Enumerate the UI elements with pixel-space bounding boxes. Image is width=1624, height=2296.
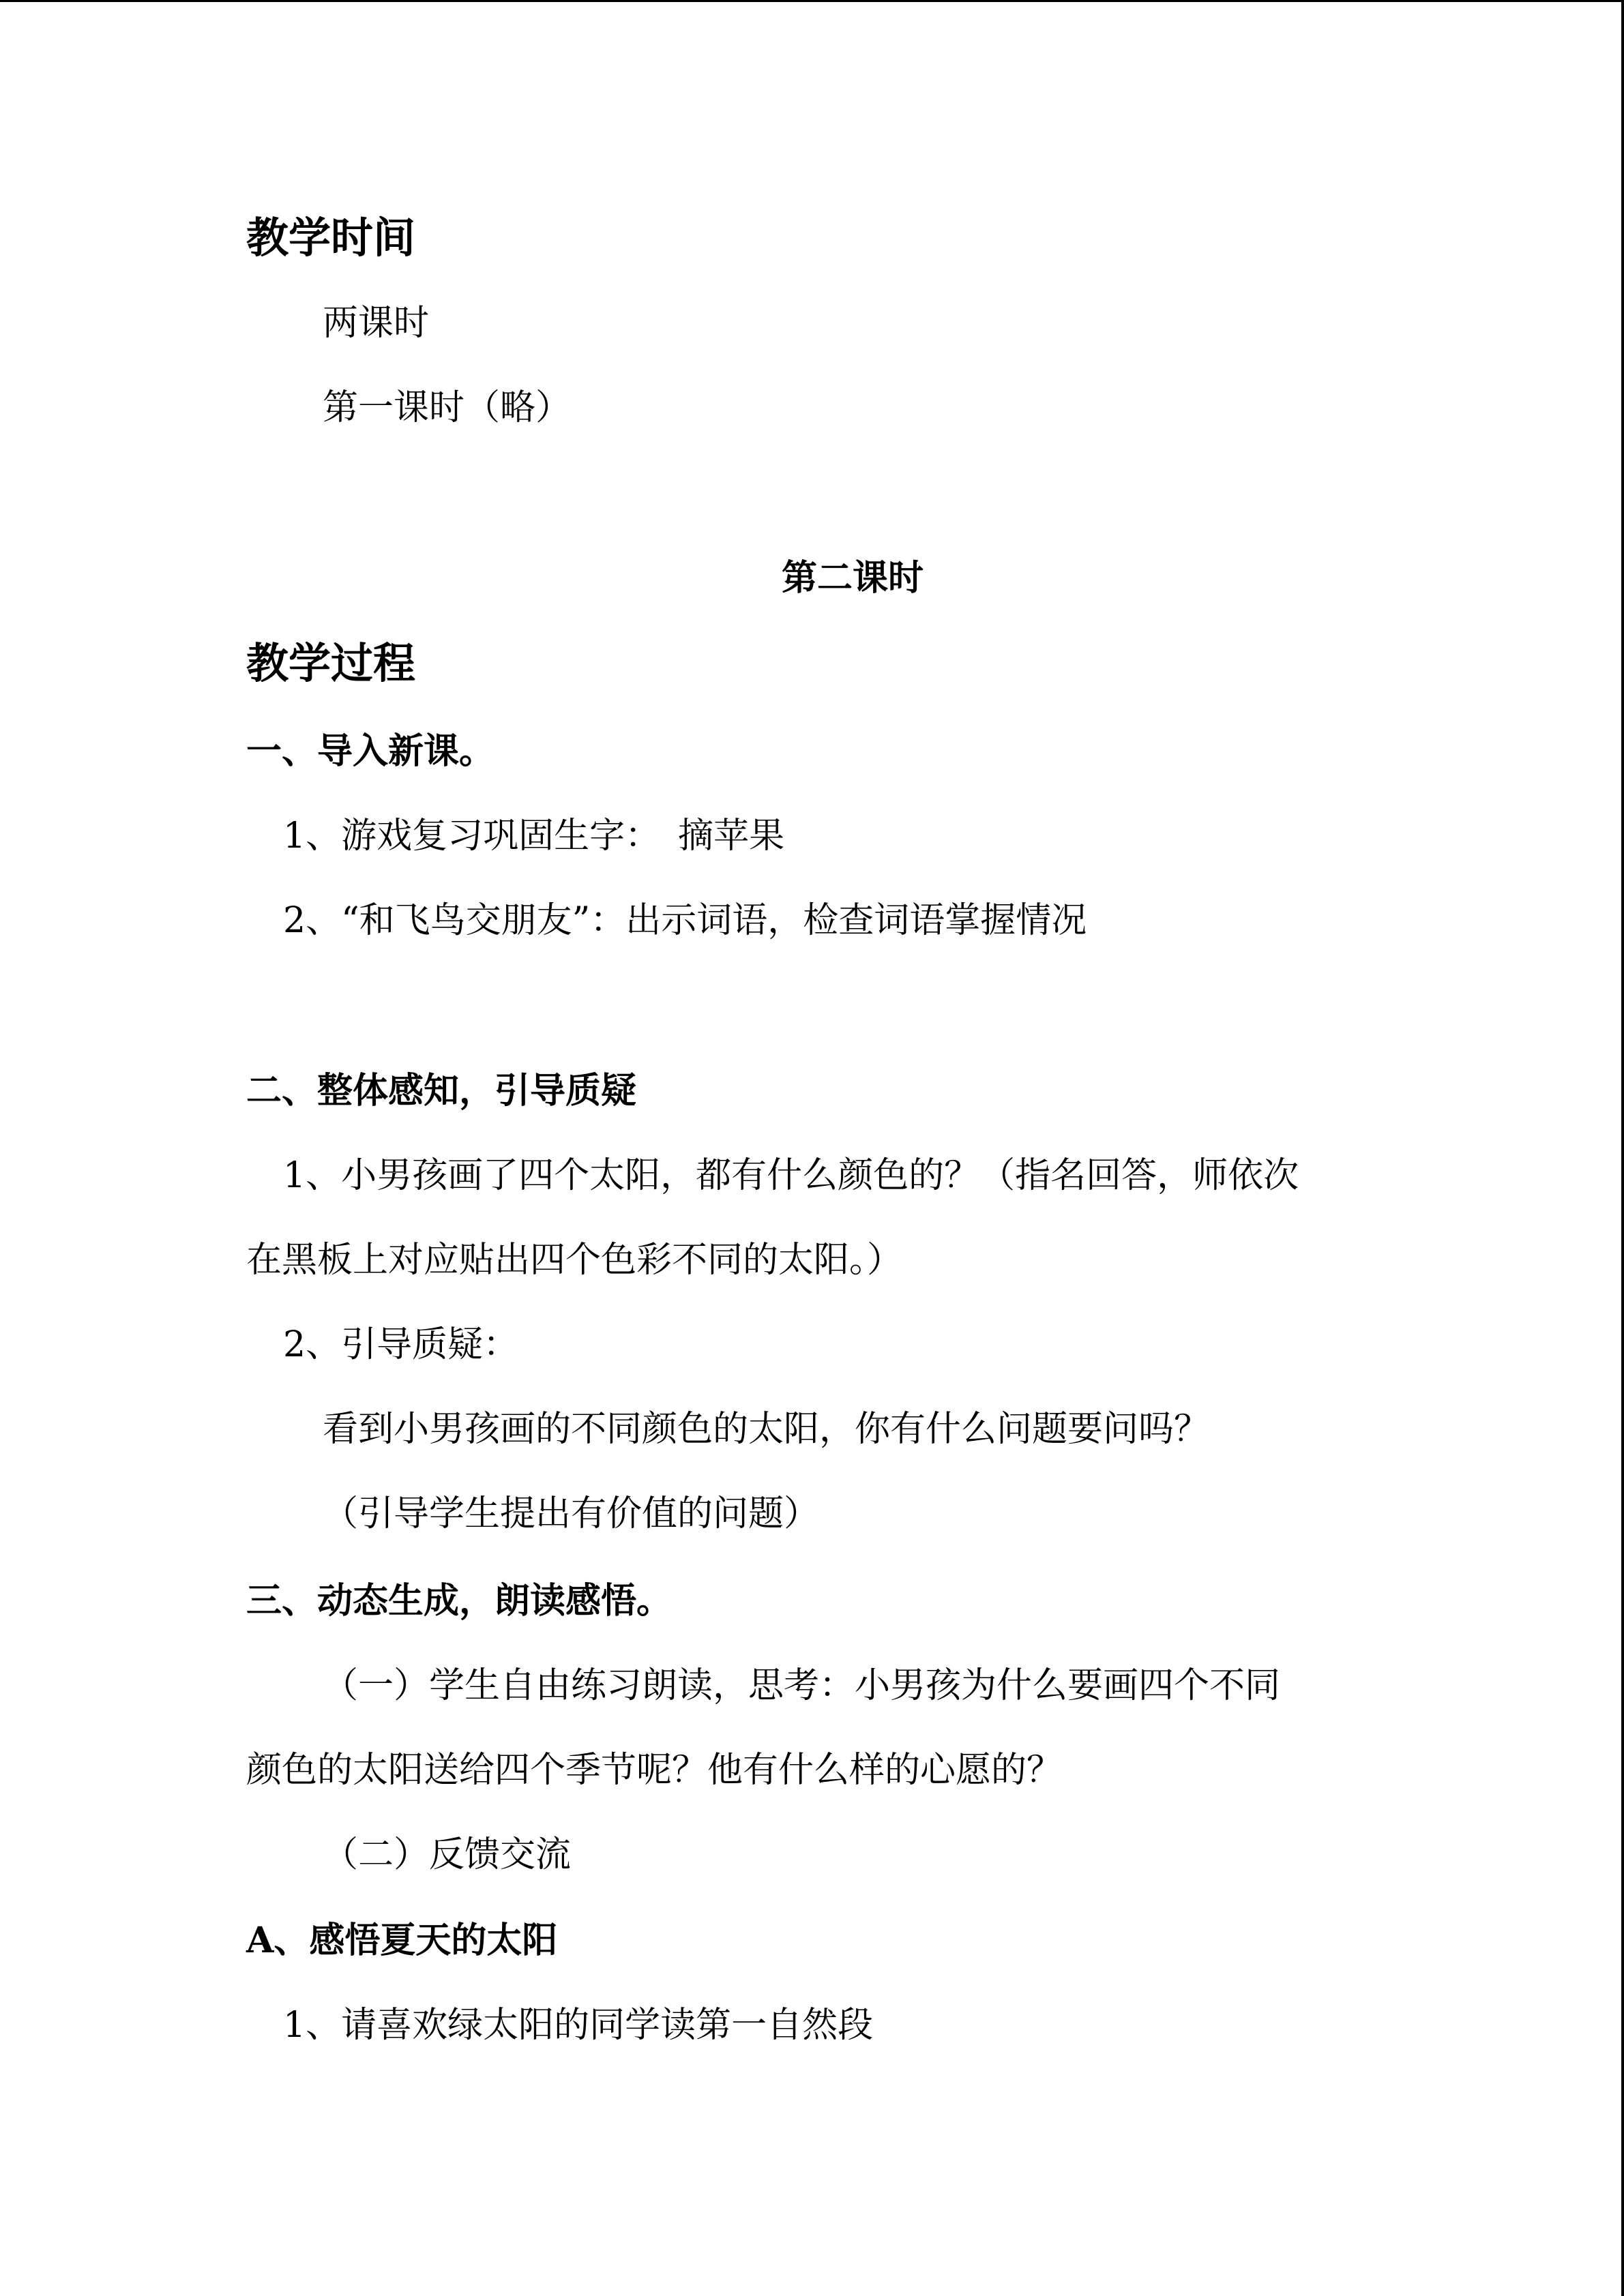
list-item: 1、请喜欢绿太阳的同学读第一自然段 xyxy=(283,2005,874,2046)
section-heading-a: A、感悟夏天的太阳 xyxy=(246,1920,558,1961)
lesson-title: 第二课时 xyxy=(781,557,924,599)
section-heading-2: 二、整体感知，引导质疑 xyxy=(246,1070,637,1112)
page-top-border xyxy=(0,0,1624,2)
heading-teaching-process: 教学过程 xyxy=(246,638,416,688)
paragraph-continuation: 颜色的太阳送给四个季节呢？他有什么样的心愿的？ xyxy=(246,1750,1063,1791)
note-text: （引导学生提出有价值的问题） xyxy=(323,1493,820,1534)
list-item: 1、游戏复习巩固生字： 摘苹果 xyxy=(283,816,785,856)
question-text: 看到小男孩画的不同颜色的太阳，你有什么问题要问吗？ xyxy=(323,1409,1210,1450)
list-item: 1、小男孩画了四个太阳，都有什么颜色的？（指名回答，师依次 xyxy=(283,1155,1299,1196)
list-item: 2、引导质疑： xyxy=(283,1324,519,1365)
text-two-lessons: 两课时 xyxy=(323,303,430,344)
page-right-border xyxy=(1621,0,1624,2296)
list-item: 2、“和飞鸟交朋友”：出示词语，检查词语掌握情况 xyxy=(283,900,1087,941)
subsection-text: （一）学生自由练习朗读，思考：小男孩为什么要画四个不同 xyxy=(323,1665,1281,1706)
heading-teaching-time: 教学时间 xyxy=(246,213,416,263)
section-heading-1: 一、导入新课。 xyxy=(246,730,495,772)
paragraph-continuation: 在黑板上对应贴出四个色彩不同的太阳。） xyxy=(246,1240,903,1281)
subsection-text: （二）反馈交流 xyxy=(323,1834,572,1875)
text-first-lesson: 第一课时（略） xyxy=(323,387,572,428)
section-heading-3: 三、动态生成，朗读感悟。 xyxy=(246,1580,673,1622)
